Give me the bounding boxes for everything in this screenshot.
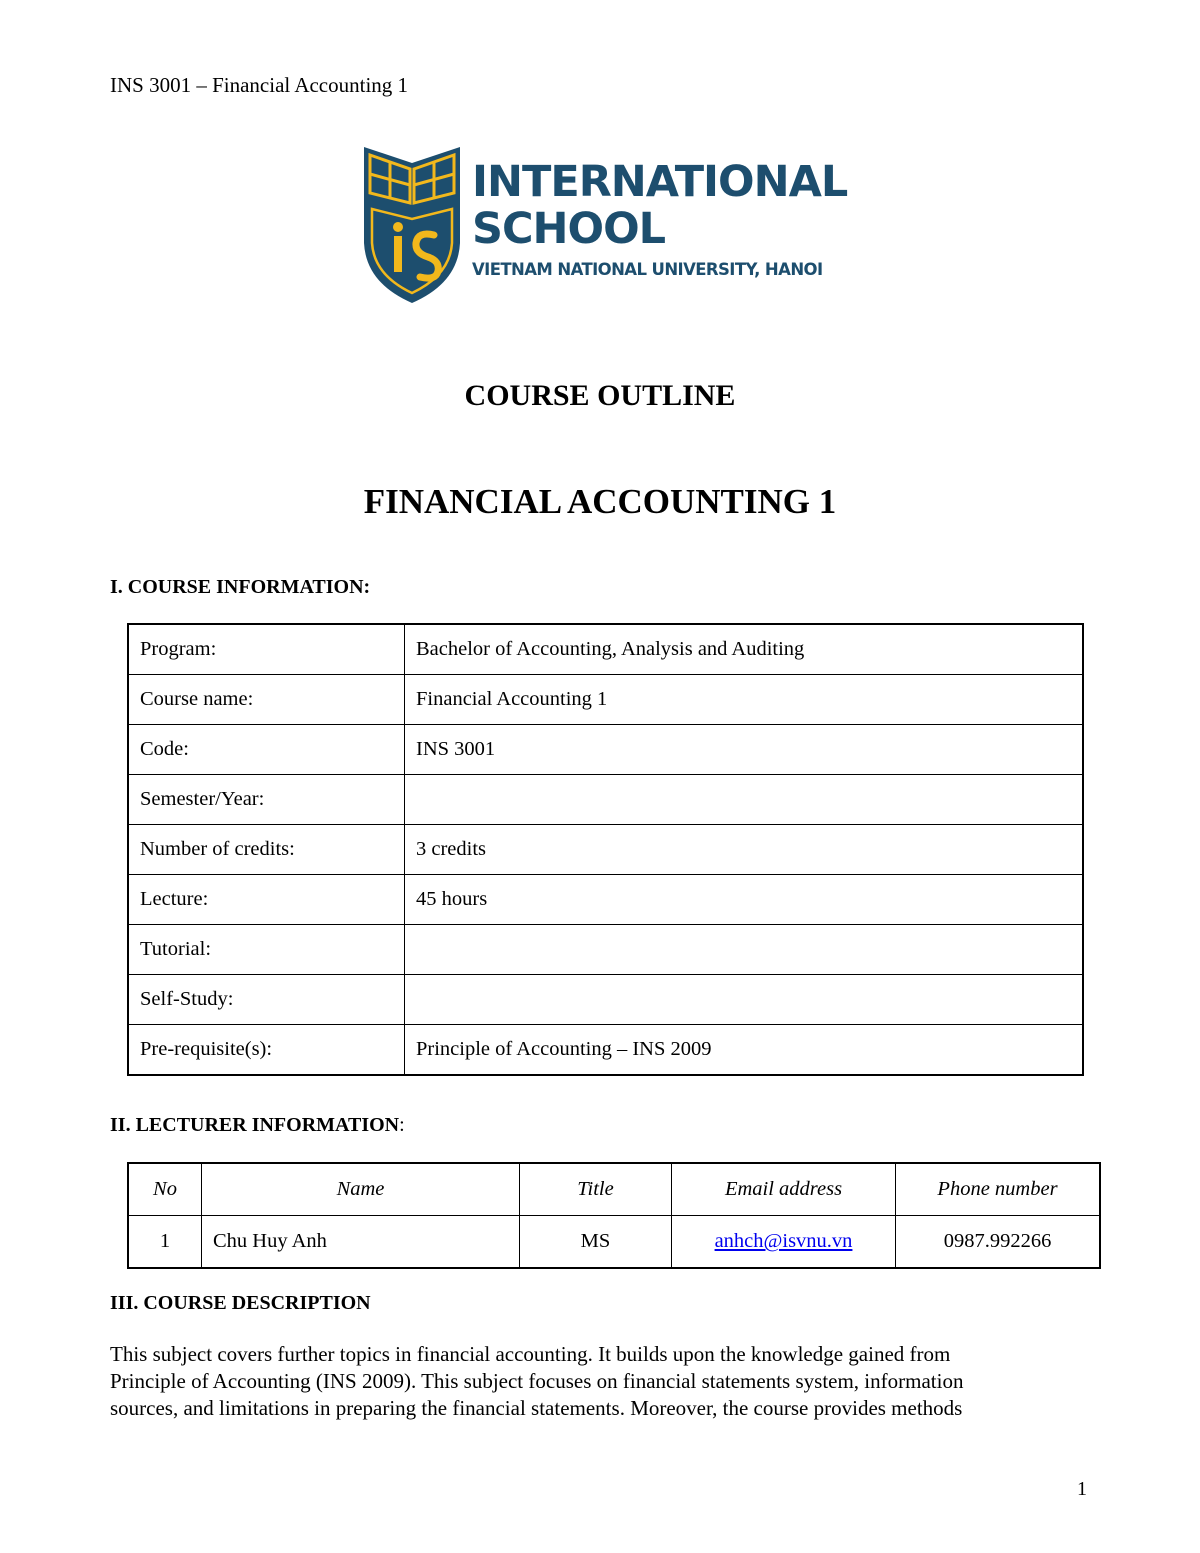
lecturer-no: 1 — [128, 1216, 202, 1269]
section-course-information-heading: I. COURSE INFORMATION: — [110, 576, 371, 598]
course-information-table — [127, 623, 1084, 1076]
course-title: FINANCIAL ACCOUNTING 1 — [363, 482, 837, 521]
table-row — [128, 624, 1083, 675]
description-line: Principle of Accounting (INS 2009). This subject focuses on financial statements system, information — [110, 1369, 964, 1393]
table-row — [128, 875, 1083, 925]
logo-wordmark — [472, 157, 848, 279]
lecturer-title: MS — [520, 1216, 672, 1269]
logo-line-school: SCHOOL — [472, 204, 666, 254]
lecturer-phone: 0987.992266 — [896, 1216, 1101, 1269]
info-value: Financial Accounting 1 — [405, 675, 1084, 725]
info-label: Program: — [128, 624, 405, 675]
info-value: INS 3001 — [405, 725, 1084, 775]
info-value — [405, 775, 1084, 825]
column-header-phone: Phone number — [896, 1163, 1101, 1216]
table-header-row — [128, 1163, 1100, 1216]
info-label: Number of credits: — [128, 825, 405, 875]
info-label: Semester/Year: — [128, 775, 405, 825]
column-header-email: Email address — [672, 1163, 896, 1216]
school-logo — [362, 143, 848, 305]
lecturer-name: Chu Huy Anh — [202, 1216, 520, 1269]
column-header-name: Name — [202, 1163, 520, 1216]
page-number: 1 — [1077, 1478, 1087, 1500]
info-value — [405, 975, 1084, 1025]
section-lecturer-information-heading — [110, 1114, 405, 1137]
info-value: 3 credits — [405, 825, 1084, 875]
logo-line-university: VIETNAM NATIONAL UNIVERSITY, HANOI — [472, 260, 823, 279]
info-value — [405, 925, 1084, 975]
lecturer-information-table — [127, 1162, 1101, 1269]
lecturer-heading-text: II. LECTURER INFORMATION — [110, 1114, 400, 1136]
lecturer-email-cell — [672, 1216, 896, 1269]
logo-line-international: INTERNATIONAL — [472, 157, 848, 207]
table-row — [128, 975, 1083, 1025]
running-header: INS 3001 – Financial Accounting 1 — [110, 73, 409, 97]
table-row — [128, 725, 1083, 775]
info-value: Principle of Accounting – INS 2009 — [405, 1025, 1084, 1076]
table-row — [128, 925, 1083, 975]
course-outline-label: COURSE OUTLINE — [464, 379, 736, 412]
lecturer-heading-colon: : — [399, 1114, 405, 1136]
table-row — [128, 1025, 1083, 1076]
table-row — [128, 825, 1083, 875]
column-header-no: No — [128, 1163, 202, 1216]
table-row — [128, 775, 1083, 825]
info-value: Bachelor of Accounting, Analysis and Auditing — [405, 624, 1084, 675]
table-row — [128, 1216, 1100, 1269]
description-line: This subject covers further topics in financial accounting. It builds upon the knowledge gained from — [110, 1342, 951, 1366]
info-value: 45 hours — [405, 875, 1084, 925]
info-label: Tutorial: — [128, 925, 405, 975]
info-label: Course name: — [128, 675, 405, 725]
column-header-title: Title — [520, 1163, 672, 1216]
shield-logo-icon — [362, 143, 462, 305]
section-course-description-heading: III. COURSE DESCRIPTION — [110, 1292, 371, 1314]
info-label: Lecture: — [128, 875, 405, 925]
info-label: Pre-requisite(s): — [128, 1025, 405, 1076]
info-label: Code: — [128, 725, 405, 775]
table-row — [128, 675, 1083, 725]
course-description-paragraph — [110, 1341, 1090, 1422]
description-line: sources, and limitations in preparing the financial statements. Moreover, the course provides methods — [110, 1396, 963, 1420]
info-label: Self-Study: — [128, 975, 405, 1025]
lecturer-email-link[interactable]: anhch@isvnu.vn — [714, 1230, 853, 1252]
